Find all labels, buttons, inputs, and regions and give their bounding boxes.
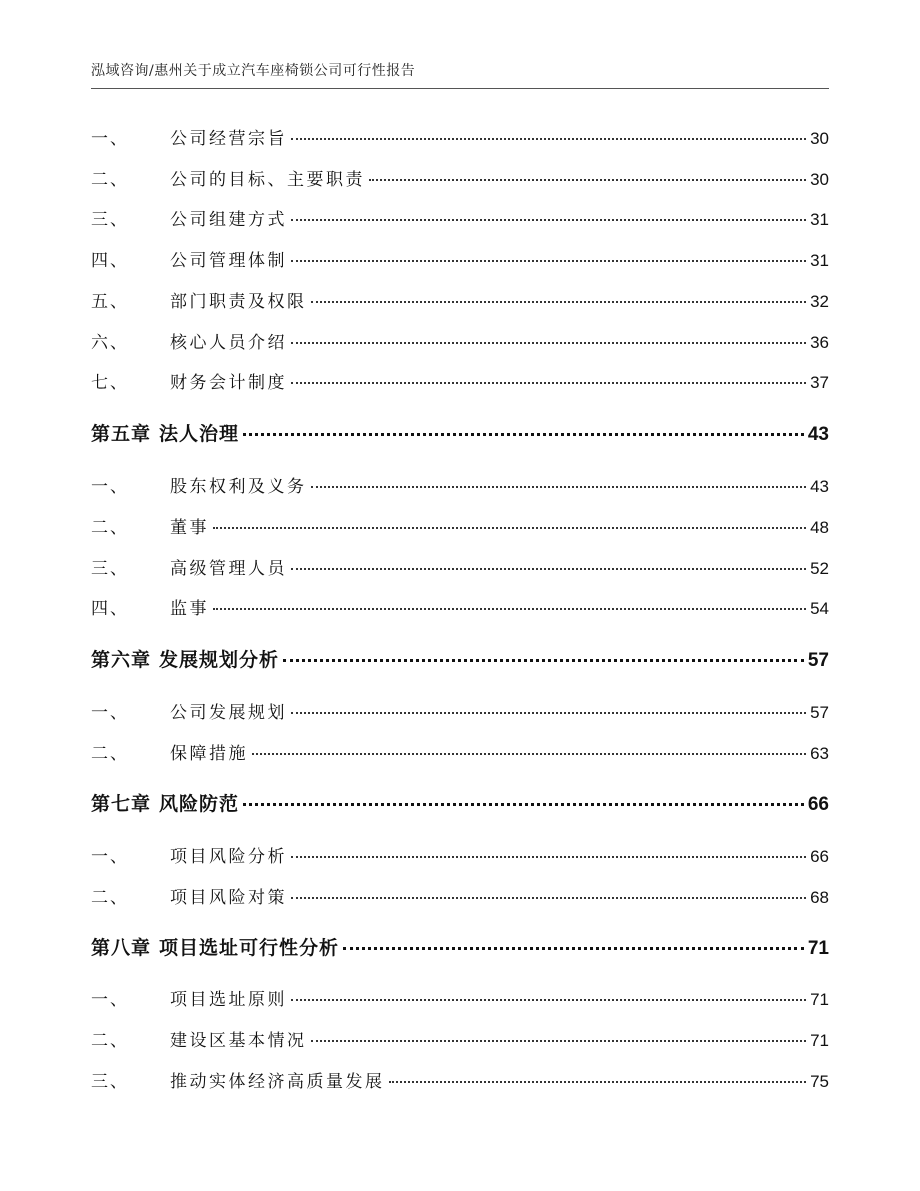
- dot-leader: [311, 486, 807, 488]
- toc-entry-title: 保障措施: [170, 744, 248, 764]
- toc-entry[interactable]: [91, 739, 829, 764]
- dot-leader: [243, 433, 804, 436]
- dot-leader: [291, 219, 806, 221]
- toc-entry[interactable]: [91, 698, 829, 723]
- toc-entry-page: 71: [810, 990, 829, 1009]
- toc-entry-number: 二、: [91, 518, 129, 538]
- toc-entry-number: 七、: [91, 373, 129, 393]
- dot-leader: [291, 382, 806, 384]
- toc-entry[interactable]: [91, 985, 829, 1010]
- toc-entry-number: 二、: [91, 744, 129, 764]
- toc-entry[interactable]: [91, 1026, 829, 1051]
- toc-entry-title: 公司的目标、主要职责: [170, 170, 365, 190]
- toc-entry-page: 31: [810, 251, 829, 270]
- toc-entry-page: 48: [810, 518, 829, 537]
- toc-entry-title: 核心人员介绍: [170, 333, 287, 353]
- toc-entry-number: 四、: [91, 599, 129, 619]
- toc-entry-number: 六、: [91, 333, 129, 353]
- toc-entry[interactable]: [91, 165, 829, 190]
- toc-entry[interactable]: [91, 472, 829, 497]
- toc-entry[interactable]: [91, 1067, 829, 1092]
- toc-chapter-page: 71: [807, 938, 829, 959]
- toc-entry-page: 30: [810, 170, 829, 189]
- toc-entry-title: 公司经营宗旨: [170, 129, 287, 149]
- toc-chapter-number: 第七章: [91, 793, 152, 815]
- toc-chapter-title: 项目选址可行性分析: [159, 937, 340, 959]
- toc-entry-number: 三、: [91, 559, 129, 579]
- toc-entry-page: 57: [810, 703, 829, 722]
- toc-entry[interactable]: [91, 368, 829, 393]
- dot-leader: [213, 527, 806, 529]
- toc-entry-title: 推动实体经济高质量发展: [170, 1072, 385, 1092]
- toc-entry-title: 监事: [170, 599, 209, 619]
- toc-chapter-title: 法人治理: [159, 423, 240, 445]
- toc-entry-page: 66: [810, 847, 829, 866]
- toc-entry-number: 一、: [91, 477, 129, 497]
- toc-chapter-number: 第八章: [91, 937, 152, 959]
- dot-leader: [291, 999, 806, 1001]
- toc-entry-page: 30: [810, 129, 829, 148]
- toc-entry-number: 二、: [91, 1031, 129, 1051]
- dot-leader: [213, 608, 806, 610]
- dot-leader: [343, 947, 804, 950]
- dot-leader: [291, 260, 806, 262]
- toc-entry-title: 公司发展规划: [170, 703, 287, 723]
- dot-leader: [252, 753, 806, 755]
- dot-leader: [243, 803, 804, 806]
- toc-entry-title: 项目风险分析: [170, 847, 287, 867]
- toc-entry-number: 五、: [91, 292, 129, 312]
- toc-entry[interactable]: [91, 554, 829, 579]
- dot-leader: [291, 897, 806, 899]
- dot-leader: [291, 138, 806, 140]
- toc-entry-title: 公司组建方式: [170, 210, 287, 230]
- toc-entry-title: 股东权利及义务: [170, 477, 307, 497]
- dot-leader: [311, 1040, 807, 1042]
- toc-chapter-entry[interactable]: [91, 645, 829, 672]
- dot-leader: [369, 179, 806, 181]
- toc-entry-title: 公司管理体制: [170, 251, 287, 271]
- toc-chapter-number: 第六章: [91, 649, 152, 671]
- dot-leader: [283, 659, 804, 662]
- dot-leader: [291, 568, 806, 570]
- toc-entry-page: 31: [810, 210, 829, 229]
- toc-entry[interactable]: [91, 883, 829, 908]
- toc-entry-page: 37: [810, 373, 829, 392]
- toc-entry-number: 一、: [91, 990, 129, 1010]
- toc-entry-number: 四、: [91, 251, 129, 271]
- toc-entry-page: 75: [810, 1072, 829, 1091]
- toc-entry-title: 建设区基本情况: [170, 1031, 307, 1051]
- toc-chapter-entry[interactable]: [91, 419, 829, 446]
- toc-entry-title: 项目风险对策: [170, 888, 287, 908]
- toc-entry-title: 董事: [170, 518, 209, 538]
- toc-chapter-page: 66: [807, 794, 829, 815]
- toc-entry-page: 71: [810, 1031, 829, 1050]
- dot-leader: [291, 856, 806, 858]
- toc-chapter-title: 发展规划分析: [159, 649, 280, 671]
- toc-entry-number: 一、: [91, 129, 129, 149]
- toc-entry[interactable]: [91, 205, 829, 230]
- dot-leader: [291, 712, 806, 714]
- toc-chapter-page: 43: [807, 424, 829, 445]
- toc-entry[interactable]: [91, 287, 829, 312]
- toc-entry-title: 项目选址原则: [170, 990, 287, 1010]
- toc-entry-title: 高级管理人员: [170, 559, 287, 579]
- toc-entry[interactable]: [91, 246, 829, 271]
- toc-entry-title: 财务会计制度: [170, 373, 287, 393]
- running-header: 泓域咨询/惠州关于成立汽车座椅锁公司可行性报告: [91, 63, 416, 79]
- toc-entry-number: 一、: [91, 703, 129, 723]
- toc-chapter-number: 第五章: [91, 423, 152, 445]
- toc-entry[interactable]: [91, 124, 829, 149]
- header-rule: [91, 88, 829, 89]
- dot-leader: [389, 1081, 807, 1083]
- toc-entry-page: 54: [810, 599, 829, 618]
- toc-entry-page: 43: [810, 477, 829, 496]
- toc-entry-number: 一、: [91, 847, 129, 867]
- toc-entry-page: 63: [810, 744, 829, 763]
- dot-leader: [291, 342, 806, 344]
- toc-entry-title: 部门职责及权限: [170, 292, 307, 312]
- dot-leader: [311, 301, 807, 303]
- toc-entry[interactable]: [91, 594, 829, 619]
- toc-entry[interactable]: [91, 842, 829, 867]
- toc-entry-number: 二、: [91, 888, 129, 908]
- toc-entry-number: 三、: [91, 1072, 129, 1092]
- toc-entry[interactable]: [91, 513, 829, 538]
- toc-entry-page: 52: [810, 559, 829, 578]
- toc-chapter-entry[interactable]: [91, 789, 829, 816]
- toc-entry[interactable]: [91, 328, 829, 353]
- toc-chapter-entry[interactable]: [91, 933, 829, 960]
- toc-entry-number: 二、: [91, 170, 129, 190]
- toc-entry-page: 32: [810, 292, 829, 311]
- toc-entry-page: 36: [810, 333, 829, 352]
- toc-entry-number: 三、: [91, 210, 129, 230]
- toc-chapter-title: 风险防范: [159, 793, 240, 815]
- toc-chapter-page: 57: [807, 650, 829, 671]
- toc-entry-page: 68: [810, 888, 829, 907]
